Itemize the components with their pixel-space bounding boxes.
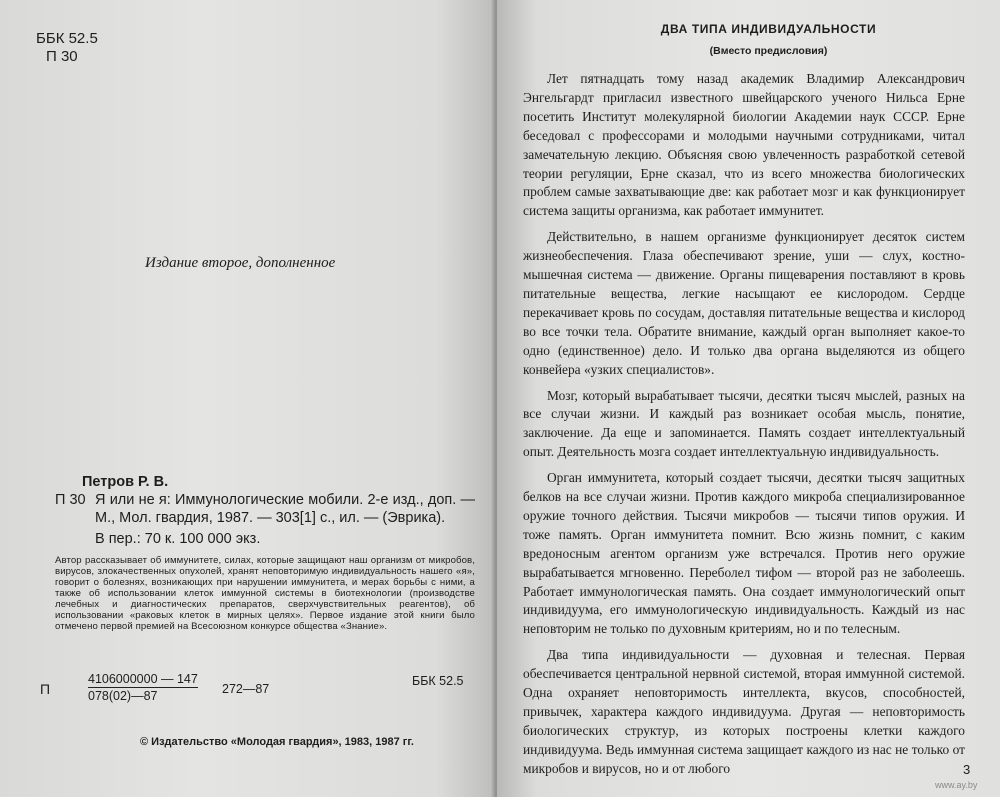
right-page xyxy=(497,0,1000,797)
copyright-symbol: © xyxy=(140,736,149,748)
chapter-subtitle: (Вместо предисловия) xyxy=(709,45,828,57)
bbk-code: ББК 52.5 xyxy=(36,30,98,47)
index-denominator: 078(02)—87 xyxy=(88,689,158,703)
paragraph: Лет пятнадцать тому назад академик Владимир Александрович Энгельгардт пригласил известного швейцарского ученого Нильса Ерне посетить Институт молекулярной биологии Академии наук СССР. Ерне беседовал с профессорами и молодыми научными сотрудниками, читал замечательную лекцию. Объясняя свою увлеченность разработкой сетевой теории регуляции, Ерне сказал, что из всего множества биологических проблем самые захватывающие две: как работает мозг и как функционирует система защиты организма, как работает иммунитет. xyxy=(523,71,965,219)
copyright-line xyxy=(140,736,414,748)
index-bbk: ББК 52.5 xyxy=(412,674,464,688)
index-fraction xyxy=(88,672,198,703)
paragraph: Два типа индивидуальности — духовная и телесная. Первая обеспечивается центральной нервной системой, вторая иммунной системой. Одна охраняет неповторимость интеллекта, вкусов, способностей, привычек, характера каждого индивидуума. Другая — неповторимость биологических структур, из которых построены клетки каждого индивидуума. Ведь иммунная система защищает каждого из нас не только от микробов и вирусов, но и от любого xyxy=(523,647,965,776)
chapter-heading xyxy=(497,22,1000,57)
paragraph: Орган иммунитета, который создает тысячи, десятки тысяч защитных белков на все случаи жизни. Против каждого микроба специализированное оружие точного действия. Тысячи микробов — тысячи типов оружия. И тоже память. Орган иммунитета помнит. Всю жизнь помнит, с каким вредоносным агентом организм уже встречался. Против него оружие вырабатывается мгновенно. Переболел тифом — второй раз не заболеешь. Работает иммунологическая память. Она создает иммунологический опыт индивидуума, его иммунологическую индивидуальность. Каждый из нас неповторим не только по духовным критериям, но и по телесным. xyxy=(523,470,965,637)
catalog-author: Петров Р. В. xyxy=(82,474,169,490)
catalog-description: Я или не я: Иммунологические мобили. 2-е изд., доп. — М., Мол. гвардия, 1987. — 303[1] с., ил. — (Эврика). xyxy=(95,492,475,526)
paragraph: Действительно, в нашем организме функционирует десяток систем жизнеобеспечения. Глаза обеспечивают зрение, уши — слух, костно-мышечная система — движение. Органы пищеварения поставляют в кровь питательные вещества, легкие насыщают ее кислородом. Сердце перекачивает кровь по сосудам, доставляя питательные вещества и кислород во все точки тела. Обратите внимание, каждый орган выполняет какое-то одно (единственное) дело. И только два органа выделяются из общего конвейера «узких специалистов». xyxy=(523,229,965,377)
bbk-block xyxy=(36,30,98,66)
index-suffix: 272—87 xyxy=(222,682,270,696)
cutter-code: П 30 xyxy=(46,48,78,65)
left-page xyxy=(0,0,495,797)
catalog-cutter: П 30 xyxy=(55,492,86,508)
body-text xyxy=(523,70,965,786)
index-letter: П xyxy=(40,681,51,697)
page-number: 3 xyxy=(963,762,971,777)
annotation: Автор рассказывает об иммунитете, силах, которые защищают наш организм от микробов, вирусов, злокачественных опухолей, хранят неповторимую индивидуальность нашего «я», говорит о болезнях, возникающих при нарушении иммунитета, и мерах борьбы с ними, а также об использовании клеток иммунной системы в биотехнологии (производстве лечебных и диагностических препаратов, сверхчувствительных реагентов), об использовании «раковых клеток в мирных целях». Первое издание этой книги было отмечено первой премией на Всесоюзном конкурсе общества «Знание». xyxy=(55,555,475,632)
copyright-text: Издательство «Молодая гвардия», 1983, 1987 гг. xyxy=(151,736,414,748)
catalog-entry xyxy=(55,491,475,527)
paragraph: Мозг, который вырабатывает тысячи, десятки тысяч мыслей, разных на все случаи жизни. И каждый раз возникает особая мысль, понятие, заключение. Да еще и запоминается. Память создает интеллектуальный опыт. Деятельность мозга создает интеллектуальную индивидуальность. xyxy=(523,387,965,460)
chapter-title: ДВА ТИПА ИНДИВИДУАЛЬНОСТИ xyxy=(660,22,877,36)
index-numerator: 4106000000 — 147 xyxy=(88,672,198,686)
price-line: В пер.: 70 к. 100 000 экз. xyxy=(95,531,261,547)
watermark: www.ay.by xyxy=(935,780,978,790)
edition-note: Издание второе, дополненное xyxy=(145,255,336,271)
catalog-card xyxy=(55,474,475,632)
